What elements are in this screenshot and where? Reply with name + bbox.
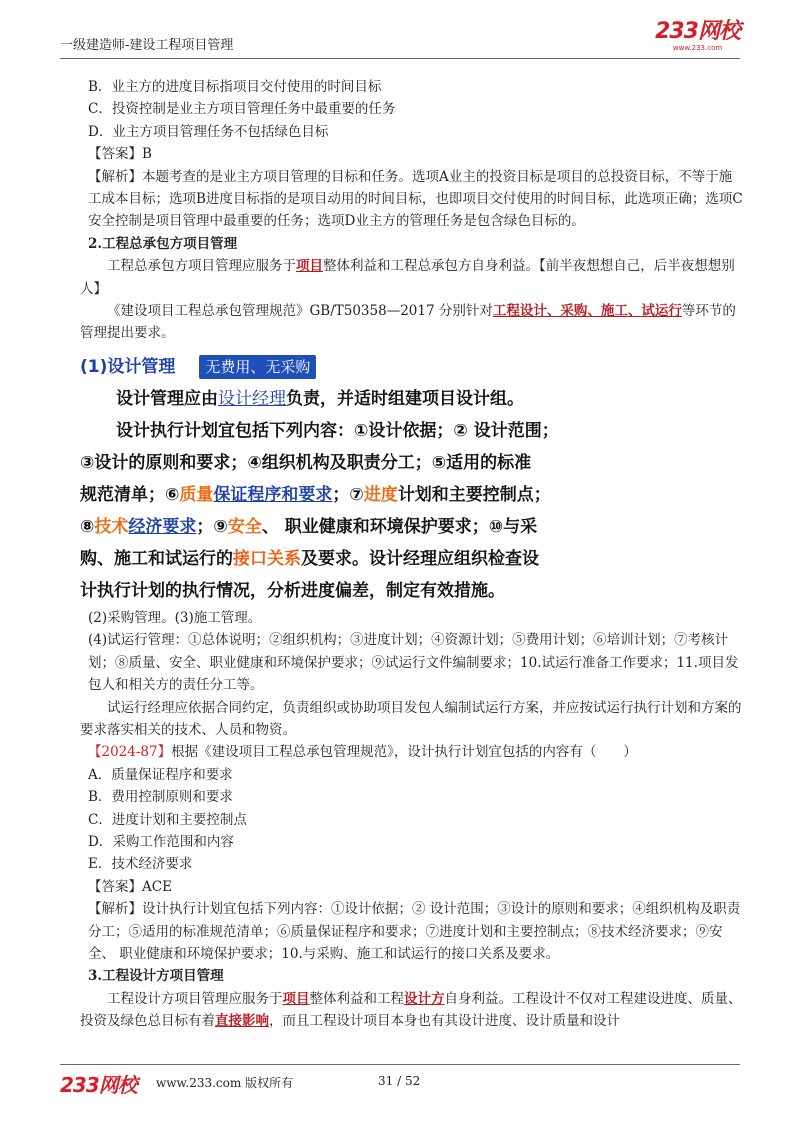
question-2024-87 (80, 741, 744, 763)
d4-highlight: 保证程序和要求 (213, 484, 333, 505)
logo-site: www.233.com (672, 44, 723, 52)
footer-rule (60, 1064, 740, 1065)
p4-text-c: 整体利益和工程 (309, 990, 404, 1007)
logo-brand: 233网校 (655, 19, 740, 44)
paragraph-4 (80, 988, 744, 1033)
d1-text-a: 设计管理应由 (116, 388, 218, 409)
p3-text-c: 等环节的管理提出要求。 (80, 303, 736, 342)
d5-text-d: ；⑨ (196, 516, 228, 537)
trial-run: (4)试运行管理：①总体说明；②组织机构；③进度计划；④资源计划；⑤费用计划；⑥培训计划；⑦考核计划；⑧质量、安全、职业健康和环境保护要求；⑨试运行文件编制要求；10.试运行准备工作要求；11.项目发包人和相关方的责任分工等。 (88, 632, 739, 694)
p4-designer: 设计方 (404, 990, 445, 1007)
p4-project: 项目 (282, 990, 310, 1007)
p2-text-c: 整体利益和工程总承包方自身利益。【前半夜想想自己，后半夜想想别人】 (80, 258, 735, 297)
question-option-c: C．进度计划和主要控制点 (88, 811, 247, 828)
d4-text-a: 规范清单；⑥ (80, 484, 180, 505)
question-code: 【2024-87】 (88, 744, 172, 761)
d4-schedule: 进度 (363, 484, 398, 505)
question-option-b: B．费用控制原则和要求 (88, 789, 233, 806)
p4-text-e: 自身利益。工程设计不仅对工程建设进度、质量、 投资及绿色总目标有着 (80, 990, 742, 1030)
page-content (80, 76, 744, 1033)
d4-text-d: ；⑦ (332, 484, 364, 505)
d6-text-a: 购、施工和试运行的 (80, 548, 233, 569)
d5-tech: 技术 (94, 516, 129, 537)
question-option-a: A．质量保证程序和要求 (88, 766, 233, 783)
section-3-heading: 3.工程设计方项目管理 (88, 968, 224, 985)
d6-text-c: 及要求。设计经理应组织检查设 (301, 548, 539, 569)
design-mgmt-tag: 无费用、无采购 (199, 355, 316, 379)
paragraph-2 (80, 255, 744, 300)
trial-manager: 试运行经理应依据合同约定，负责组织或协助项目发包人编制试运行方案，并应按试运行执行计划和方案的要求落实相关的技术、人员和物资。 (80, 699, 742, 738)
d1-text-c: 负责，并适时组建项目设计组。 (286, 388, 524, 409)
footer-site: www.233.com 版权所有 (156, 1076, 294, 1090)
page-footer (60, 1064, 740, 1104)
p4-text-a: 工程设计方项目管理应服务于 (107, 990, 283, 1007)
design-line-6 (80, 543, 744, 575)
option-b: B．业主方的进度目标指项目交付使用的时间目标 (88, 79, 382, 95)
question-text: 根据《建设项目工程总承包管理规范》，设计执行计划宜包括的内容有（ ） (171, 744, 637, 761)
design-line-1 (80, 383, 744, 415)
p4-direct-impact: 直接影响 (215, 1013, 269, 1030)
p4-text-g: ，而且工程设计项目本身也有其设计进度、设计质量和设计 (269, 1013, 620, 1030)
design-line-3: ③设计的原则和要求；④组织机构及职责分工；⑤适用的标准 (80, 452, 532, 473)
page-header (60, 20, 740, 60)
brand-logo (655, 20, 740, 52)
d5-text-f: 、 职业健康和环境保护要求；⑩与采 (261, 516, 538, 537)
p3-highlight: 工程设计、采购、施工、试运行 (492, 303, 682, 320)
footer-brand: 233网校 (60, 1073, 137, 1097)
d1-highlight: 设计经理 (218, 388, 286, 409)
d4-quality: 质量 (179, 484, 214, 505)
header-rule (60, 58, 740, 59)
design-line-2: 设计执行计划宜包括下列内容：①设计依据；② 设计范围； (116, 420, 559, 441)
paragraph-3 (80, 300, 744, 345)
option-d: D．业主方项目管理任务不包括绿色目标 (88, 123, 329, 140)
option-c: C．投资控制是业主方项目管理任务中最重要的任务 (88, 101, 396, 118)
section-2-heading: 2.工程总承包方项目管理 (88, 235, 238, 252)
d4-text-f: 计划和主要控制点； (397, 484, 551, 505)
design-line-7: 计执行计划的执行情况，分析进度偏差，制定有效措施。 (80, 580, 505, 601)
answer-1: 【答案】B (88, 146, 152, 163)
d5-safety: 安全 (227, 516, 262, 537)
purchase-construction: (2)采购管理。(3)施工管理。 (88, 609, 262, 626)
design-mgmt-title-row (80, 351, 744, 383)
p2-text-a: 工程总承包方项目管理应服务于 (107, 258, 296, 275)
analysis-1: 【解析】本题考查的是业主方项目管理的目标和任务。选项A业主的投资目标是项目的总投资目标，不等于施工成本目标；选项B进度目标指的是项目动用的时间目标，也即项目交付使用的时间目标，此选项正确；选项C安全控制是项目管理中最重要的任务；选项D业主方的管理任务是包含绿色目标的。 (88, 168, 743, 230)
design-mgmt-title: (1)设计管理 (80, 356, 176, 377)
d5-highlight: 经济要求 (128, 516, 197, 537)
document-title: 一级建造师-建设工程项目管理 (60, 38, 234, 53)
d5-text-a: ⑧ (80, 516, 95, 537)
page-number: 31 / 52 (378, 1074, 421, 1088)
analysis-2: 【解析】设计执行计划宜包括下列内容：①设计依据；② 设计范围；③设计的原则和要求；④组织机构及职责分工；⑤适用的标准规范清单；⑥质量保证程序和要求；⑦进度计划和主要控制点；⑧技术经济要求；⑨安全、 职业健康和环境保护要求；10.与采购、施工和试运行的接口关系及要求。 (88, 901, 741, 962)
d6-highlight: 接口关系 (233, 548, 301, 569)
p2-highlight: 项目 (296, 258, 323, 275)
answer-2: 【答案】ACE (88, 878, 172, 895)
question-option-d: D．采购工作范围和内容 (88, 833, 234, 850)
p3-text-a: 《建设项目工程总承包管理规范》GB/T50358—2017 分别针对 (107, 303, 493, 320)
question-option-e: E．技术经济要求 (88, 856, 193, 873)
design-line-4 (80, 479, 744, 511)
design-line-5 (80, 511, 744, 543)
